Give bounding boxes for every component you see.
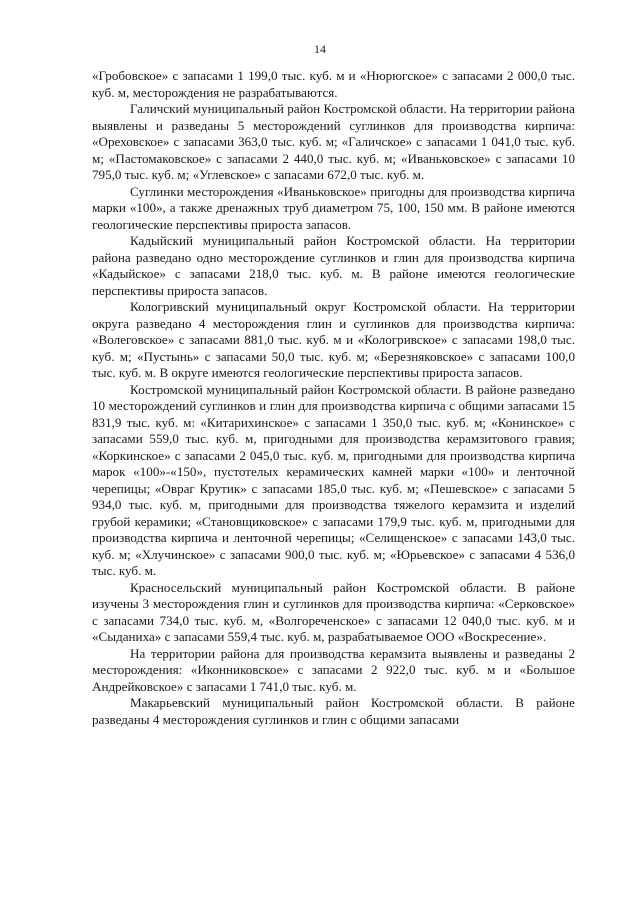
document-body [92, 68, 575, 728]
paragraph: Красносельский муниципальный район Костромской области. В районе изучены 3 месторождения глин и суглинков для производства кирпича: «Серковское» с запасами 734,0 тыс. куб. м, «Волгореченское» с запасами 12 040,0 тыс. куб. м и «Сыданиха» с запасами 559,4 тыс. куб. м, разрабатываемое ООО «Воскресение». [92, 579, 575, 644]
paragraph: Кадыйский муниципальный район Костромской области. На территории района разведано одно месторождение суглинков и глин для производства кирпича «Кадыйское» с запасами 218,0 тыс. куб. м. В районе имеются геологические перспективы прироста запасов. [92, 233, 575, 298]
paragraph: Галичский муниципальный район Костромской области. На территории района выявлены и разведаны 5 месторождений суглинков для производства кирпича: «Ореховское» с запасами 363,0 тыс. куб. м; «Галичское» с запасами 1 041,0 тыс. куб. м; «Пастомаковское» с запасами 2 440,0 тыс. куб. м; «Иваньковское» с запасами 10 795,0 тыс. куб. м; «Углевское» с запасами 672,0 тыс. куб. м. [92, 101, 575, 182]
paragraph: Суглинки месторождения «Иваньковское» пригодны для производства кирпича марки «100», а также дренажных труб диаметром 75, 100, 150 мм. В районе имеются геологические перспективы прироста запасов. [92, 183, 575, 232]
paragraph: Кологривский муниципальный округ Костромской области. На территории округа разведано 4 месторождения глин и суглинков для производства кирпича: «Волеговское» с запасами 881,0 тыс. куб. м и «Кологривское» с запасами 198,0 тыс. куб. м; «Пустынь» с запасами 50,0 тыс. куб. м; «Березняковское» с запасами 100,0 тыс. куб. м. В округе имеются геологические перспективы прироста запасов. [92, 299, 575, 380]
paragraph: Костромской муниципальный район Костромской области. В районе разведано 10 месторождений суглинков и глин для производства кирпича с общими запасами 15 831,9 тыс. куб. м: «Китарихинское» с запасами 1 350,0 тыс. куб. м; «Конинское» с запасами 559,0 тыс. куб. м, пригодными для производства керамзитового гравия; «Коркинское» с запасами 2 045,0 тыс. куб. м, пригодными для производства кирпича марок «100»-«150», пустотелых керамических камней марки «100» и ленточной черепицы; «Овраг Крутик» с запасами 185,0 тыс. куб. м; «Пешевское» с запасами 5 934,0 тыс. куб. м, пригодными для производства тяжелого керамзита и изделий грубой керамики; «Становщиковское» с запасами 179,9 тыс. куб. м, пригодными для производства кирпича и ленточной черепицы; «Селищенское» с запасами 143,0 тыс. куб. м; «Хлучинское» с запасами 900,0 тыс. куб. м; «Юрьевское» с запасами 4 536,0 тыс. куб. м. [92, 381, 575, 578]
paragraph: Макарьевский муниципальный район Костромской области. В районе разведаны 4 месторождения суглинков и глин с общими запасами [92, 695, 575, 727]
page-number: 14 [314, 42, 326, 56]
paragraph: «Гробовское» с запасами 1 199,0 тыс. куб. м и «Нюрюгское» с запасами 2 000,0 тыс. куб. м, месторождения не разрабатываются. [92, 68, 575, 100]
paragraph: На территории района для производства керамзита выявлены и разведаны 2 месторождения: «Иконниковское» с запасами 2 922,0 тыс. куб. м и «Большое Андрейковское» с запасами 1 741,0 тыс. куб. м. [92, 645, 575, 694]
